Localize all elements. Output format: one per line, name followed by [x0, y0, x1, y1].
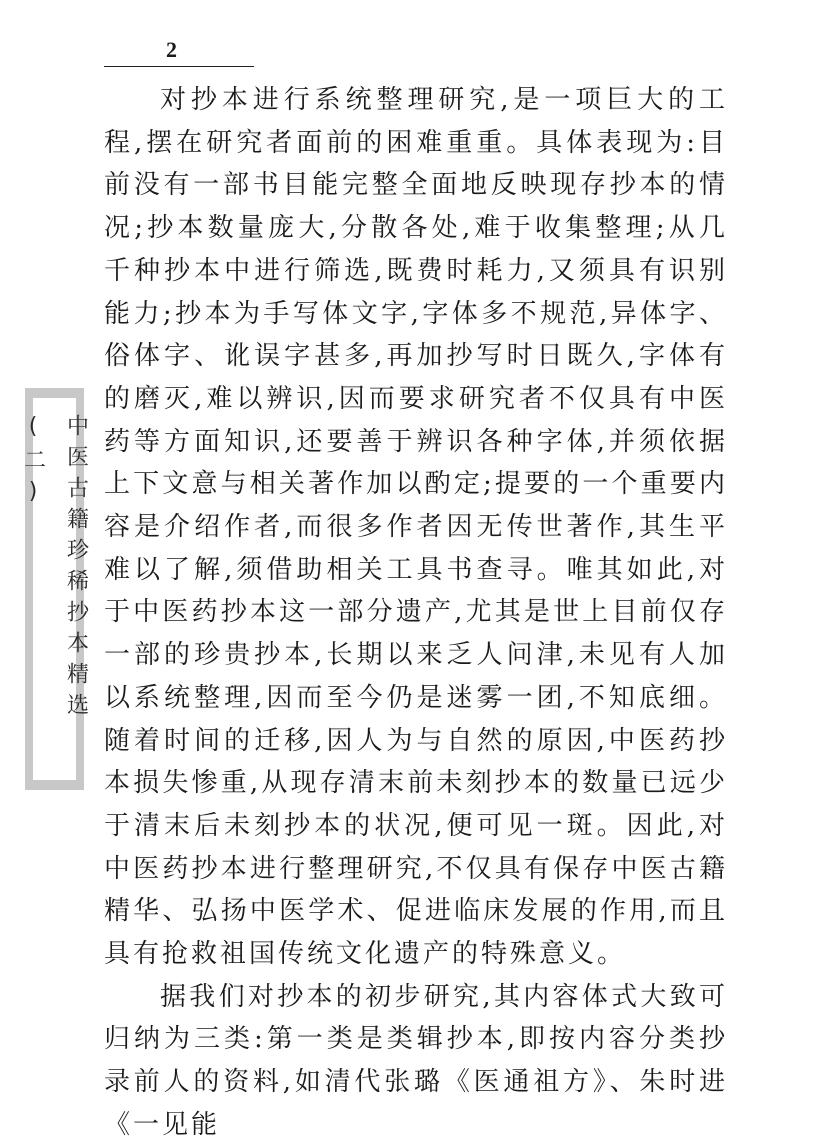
side-tab-title: 中医古籍珍稀抄本精选(二)	[33, 398, 76, 780]
paragraph: 对抄本进行系统整理研究,是一项巨大的工程,摆在研究者面前的困难重重。具体表现为:目前没有一部书目能完整全面地反映现存抄本的情况;抄本数量庞大,分散各处,难于收集整理;从几千种抄本中进行筛选,既费时耗力,又须具有识别能力;抄本为手写体文字,字体多不规范,异体字、俗体字、讹误字甚多,再加抄写时日既久,字体有的磨灭,难以辨识,因而要求研究者不仅具有中医药等方面知识,还要善于辨识各种字体,并须依据上下文意与相关著作加以酌定;提要的一个重要内容是介绍作者,而很多作者因无传世著作,其生平难以了解,须借助相关工具书查寻。唯其如此,对于中医药抄本这一部分遗产,尤其是世上目前仅存一部的珍贵抄本,长期以来乏人问津,未见有人加以系统整理,因而至今仍是迷雾一团,不知底细。随着时间的迁移,因人为与自然的原因,中医药抄本损失惨重,从现存清末前未刻抄本的数量已远少于清末后未刻抄本的状况,便可见一斑。因此,对中医药抄本进行整理研究,不仅具有保存中医古籍精华、弘扬中医学术、促进临床发展的作用,而且具有抢救祖国传统文化遗产的特殊意义。	[104, 85, 728, 970]
body-text	[104, 79, 728, 1147]
side-tab	[20, 388, 89, 790]
page-number: 2	[166, 37, 177, 62]
paragraph: 据我们对抄本的初步研究,其内容体式大致可归纳为三类:第一类是类辑抄本,即按内容分类抄录前人的资料,如清代张璐《医通祖方》、朱时进《一见能	[104, 981, 728, 1140]
header-rule	[104, 66, 254, 67]
